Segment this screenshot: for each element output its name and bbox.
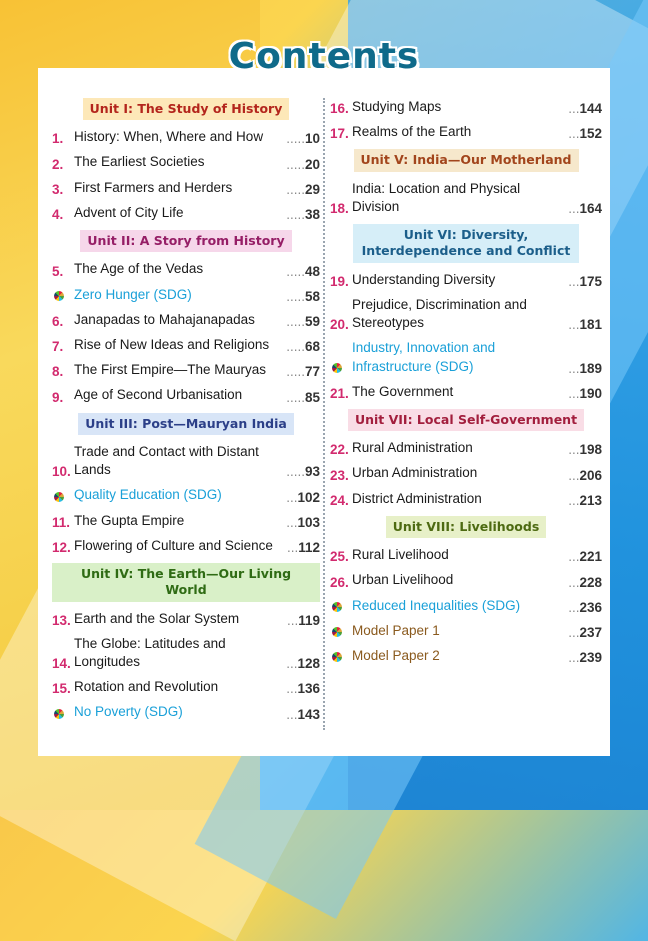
entry-page [282, 182, 320, 197]
unit-section [330, 224, 602, 401]
entry-number: 3. [52, 181, 64, 197]
page-number: 144 [579, 101, 602, 117]
toc-entry[interactable] [52, 512, 320, 530]
entry-title: Advent of City Life [74, 204, 184, 220]
entry-title: Rural Livelihood [352, 547, 449, 563]
page-number: 93 [304, 464, 320, 480]
entry-number: 18. [330, 201, 349, 217]
unit-heading: Unit V: India—Our Motherland [354, 149, 579, 171]
entry-page [564, 201, 602, 216]
entry-page [282, 339, 320, 354]
toc-entry[interactable] [52, 443, 320, 479]
unit-section [52, 413, 320, 555]
entry-number: 22. [330, 442, 349, 458]
entry-page [564, 101, 602, 116]
page-number: 29 [304, 181, 320, 197]
toc-entry[interactable] [330, 180, 602, 216]
entry-number: 25. [330, 549, 349, 565]
entry-title: Prejudice, Discrimination and Stereotypes [352, 296, 527, 331]
toc-entry[interactable] [330, 271, 602, 289]
column-divider [323, 98, 325, 730]
entry-title: Studying Maps [352, 99, 442, 114]
entry-page [564, 650, 602, 665]
sdg-wheel-icon [330, 627, 352, 640]
entry-number: 10. [52, 464, 71, 480]
page-number: 59 [304, 314, 320, 330]
entry-number: 13. [52, 612, 71, 628]
toc-entry[interactable] [330, 490, 602, 508]
toc-entry[interactable] [330, 339, 602, 375]
page-number: 136 [297, 681, 320, 697]
entry-number: 12. [52, 540, 71, 556]
entry-number: 20. [330, 317, 349, 333]
toc-entry[interactable] [330, 439, 602, 457]
entry-title: Industry, Innovation and Infrastructure (SDG) [352, 340, 496, 374]
toc-entry[interactable] [52, 386, 320, 404]
toc-entry[interactable] [52, 336, 320, 354]
page-number: 128 [297, 656, 320, 672]
page-number: 164 [579, 201, 602, 217]
toc-entry[interactable] [52, 537, 320, 555]
entry-page [564, 442, 602, 457]
unit-section [330, 409, 602, 508]
leader-dots: ... [568, 467, 580, 483]
entry-page [282, 314, 320, 329]
unit-section [52, 563, 320, 722]
entry-page [564, 575, 602, 590]
sdg-wheel-icon [330, 363, 352, 376]
page-number: 68 [304, 339, 320, 355]
page-number: 119 [298, 612, 320, 628]
page-number: 58 [304, 288, 320, 304]
unit-section [52, 98, 320, 222]
toc-entry[interactable] [330, 98, 602, 116]
leader-dots: ... [286, 656, 298, 672]
toc-entry[interactable] [52, 179, 320, 197]
contents-column-right [330, 98, 602, 672]
toc-entry[interactable] [52, 486, 320, 504]
entry-title: Rise of New Ideas and Religions [74, 337, 270, 353]
entry-title: Quality Education (SDG) [74, 487, 222, 503]
entry-number: 2. [52, 156, 64, 172]
entry-number: 7. [52, 339, 64, 355]
page-number: 20 [304, 156, 320, 172]
entry-number: 8. [52, 364, 64, 380]
toc-entry[interactable] [52, 204, 320, 222]
page-number: 198 [579, 442, 602, 458]
entry-number: 4. [52, 207, 64, 223]
leader-dots: ... [568, 126, 580, 142]
unit-heading: Unit I: The Study of History [83, 98, 290, 120]
unit-heading: Unit VIII: Livelihoods [386, 516, 547, 538]
page-number: 213 [579, 492, 602, 508]
entry-page [282, 707, 320, 722]
entry-title: Janapadas to Mahajanapadas [74, 311, 255, 327]
entry-page [282, 515, 320, 530]
entry-page [282, 264, 320, 279]
entry-title: Urban Administration [352, 465, 478, 481]
toc-entry[interactable] [52, 153, 320, 171]
entry-page [564, 317, 602, 332]
page-number: 239 [579, 650, 602, 666]
page-number: 10 [304, 131, 320, 147]
toc-entry[interactable] [52, 311, 320, 329]
entry-title: Model Paper 1 [352, 622, 440, 638]
entry-page [564, 126, 602, 141]
page-number: 103 [297, 514, 320, 530]
page-number: 85 [304, 389, 320, 405]
leader-dots: ..... [286, 389, 305, 405]
entry-page [282, 131, 320, 146]
entry-page [564, 274, 602, 289]
toc-entry[interactable] [52, 635, 320, 671]
leader-dots: ..... [286, 364, 305, 380]
entry-page [564, 361, 602, 376]
leader-dots: ..... [286, 207, 305, 223]
entry-page [564, 493, 602, 508]
entry-title: The Globe: Latitudes and Longitudes [74, 635, 226, 669]
entry-number: 23. [330, 467, 349, 483]
entry-title: Rural Administration [352, 440, 473, 456]
toc-entry[interactable] [330, 383, 602, 401]
toc-entry[interactable] [330, 546, 602, 564]
entry-title: The Age of the Vedas [74, 261, 204, 277]
entry-title: History: When, Where and How [74, 129, 264, 145]
leader-dots: ... [286, 612, 299, 628]
unit-section [330, 149, 602, 216]
leader-dots: ... [568, 599, 580, 615]
leader-dots: ... [568, 492, 580, 508]
entry-title: Flowering of Culture and Science [74, 537, 273, 553]
unit-heading: Unit VII: Local Self-Government [348, 409, 584, 431]
contents-column-left [52, 98, 320, 729]
page-number: 237 [579, 624, 602, 640]
leader-dots: ..... [286, 156, 305, 172]
leader-dots: ..... [286, 314, 305, 330]
toc-entry[interactable] [52, 260, 320, 278]
sdg-wheel-icon [52, 492, 74, 505]
leader-dots: ..... [286, 131, 305, 147]
leader-dots: ... [568, 442, 580, 458]
leader-dots: ... [568, 360, 580, 376]
entry-number: 17. [330, 126, 349, 142]
page-number: 143 [297, 706, 320, 722]
page-number: 48 [304, 263, 320, 279]
entry-page [564, 600, 602, 615]
page-number: 189 [579, 360, 602, 376]
entry-page [282, 207, 320, 222]
leader-dots: ... [568, 650, 580, 666]
entry-page [283, 613, 320, 628]
entry-title: The First Empire—The Mauryas [74, 362, 267, 378]
entry-title: Zero Hunger (SDG) [74, 286, 192, 302]
toc-entry[interactable] [330, 571, 602, 589]
toc-entry[interactable] [52, 361, 320, 379]
toc-entry[interactable] [330, 647, 602, 665]
entry-page [282, 364, 320, 379]
leader-dots: ... [568, 624, 580, 640]
entry-title: Urban Livelihood [352, 572, 454, 588]
entry-title: Reduced Inequalities (SDG) [352, 597, 521, 613]
page-number: 190 [579, 385, 602, 401]
entry-page [282, 157, 320, 172]
entry-title: The Government [352, 383, 454, 399]
toc-entry[interactable] [330, 622, 602, 640]
contents-panel [38, 68, 610, 756]
entry-number: 14. [52, 656, 71, 672]
entry-title: No Poverty (SDG) [74, 704, 183, 720]
entry-page [282, 390, 320, 405]
entry-title: The Gupta Empire [74, 512, 185, 528]
unit-heading: Unit III: Post—Mauryan India [78, 413, 294, 435]
page-number: 38 [304, 207, 320, 223]
toc-entry[interactable] [330, 296, 602, 332]
page-number: 221 [579, 549, 602, 565]
page-title: Contents [228, 36, 420, 77]
entry-number: 9. [52, 389, 64, 405]
page-number: 77 [304, 364, 320, 380]
entry-page [564, 625, 602, 640]
entry-title: The Earliest Societies [74, 154, 205, 170]
toc-entry[interactable] [330, 123, 602, 141]
leader-dots: ... [568, 549, 580, 565]
toc-entry[interactable] [52, 610, 320, 628]
page-number: 112 [298, 540, 320, 556]
page-number: 175 [579, 273, 602, 289]
leader-dots: ..... [286, 288, 305, 304]
toc-entry[interactable] [330, 597, 602, 615]
toc-entry[interactable] [330, 464, 602, 482]
entry-number: 26. [330, 574, 349, 590]
entry-title: First Farmers and Herders [74, 179, 233, 195]
entry-title: District Administration [352, 490, 482, 506]
leader-dots: ... [286, 681, 298, 697]
toc-entry[interactable] [52, 286, 320, 304]
sdg-wheel-icon [330, 602, 352, 615]
entry-title: Realms of the Earth [352, 124, 472, 140]
entry-title: Age of Second Urbanisation [74, 387, 243, 403]
leader-dots: ... [568, 317, 580, 333]
entry-page [282, 681, 320, 696]
unit-section [330, 516, 602, 665]
leader-dots: ... [568, 101, 580, 117]
leader-dots: ..... [286, 263, 305, 279]
entry-number: 19. [330, 273, 349, 289]
entry-number: 21. [330, 385, 349, 401]
entry-title: Earth and the Solar System [74, 610, 240, 626]
entry-title: Trade and Contact with Distant Lands [74, 443, 259, 478]
entry-number: 5. [52, 263, 64, 279]
sdg-wheel-icon [330, 652, 352, 665]
toc-entry[interactable] [52, 128, 320, 146]
entry-number: 6. [52, 314, 64, 330]
leader-dots: ... [568, 385, 580, 401]
entry-number: 1. [52, 131, 64, 147]
leader-dots: ... [568, 201, 580, 217]
leader-dots: ... [286, 540, 299, 556]
unit-heading: Unit IV: The Earth—Our Living World [52, 563, 320, 602]
leader-dots: ... [286, 489, 298, 505]
sdg-wheel-icon [52, 709, 74, 722]
entry-title: Model Paper 2 [352, 647, 440, 663]
leader-dots: ... [568, 574, 580, 590]
leader-dots: ..... [286, 464, 305, 480]
entry-title: Understanding Diversity [352, 271, 496, 287]
entry-title: India: Location and Physical Division [352, 180, 521, 214]
entry-page [282, 289, 320, 304]
unit-heading: Unit VI: Diversity, Interdependence and Conflict [353, 224, 579, 263]
unit-section [52, 230, 320, 405]
page-number: 181 [579, 317, 602, 333]
page-number: 206 [579, 467, 602, 483]
page-number: 152 [579, 126, 602, 142]
leader-dots: ... [286, 514, 298, 530]
page-number: 102 [297, 489, 320, 505]
entry-number: 16. [330, 101, 349, 117]
page-number: 228 [579, 574, 602, 590]
page-number: 236 [579, 599, 602, 615]
entry-number: 11. [52, 514, 71, 530]
entry-title: Rotation and Revolution [74, 679, 219, 695]
sdg-wheel-icon [52, 291, 74, 304]
entry-page [564, 549, 602, 564]
unit-section [330, 98, 602, 141]
entry-page [282, 490, 320, 505]
entry-page [564, 468, 602, 483]
entry-page [282, 464, 320, 479]
leader-dots: ... [568, 273, 580, 289]
leader-dots: ..... [286, 181, 305, 197]
entry-page [282, 656, 320, 671]
entry-page [564, 386, 602, 401]
toc-entry[interactable] [52, 703, 320, 721]
unit-heading: Unit II: A Story from History [80, 230, 291, 252]
leader-dots: ..... [286, 339, 305, 355]
toc-entry[interactable] [52, 678, 320, 696]
entry-number: 15. [52, 681, 71, 697]
entry-page [283, 540, 320, 555]
leader-dots: ... [286, 706, 298, 722]
entry-number: 24. [330, 492, 349, 508]
